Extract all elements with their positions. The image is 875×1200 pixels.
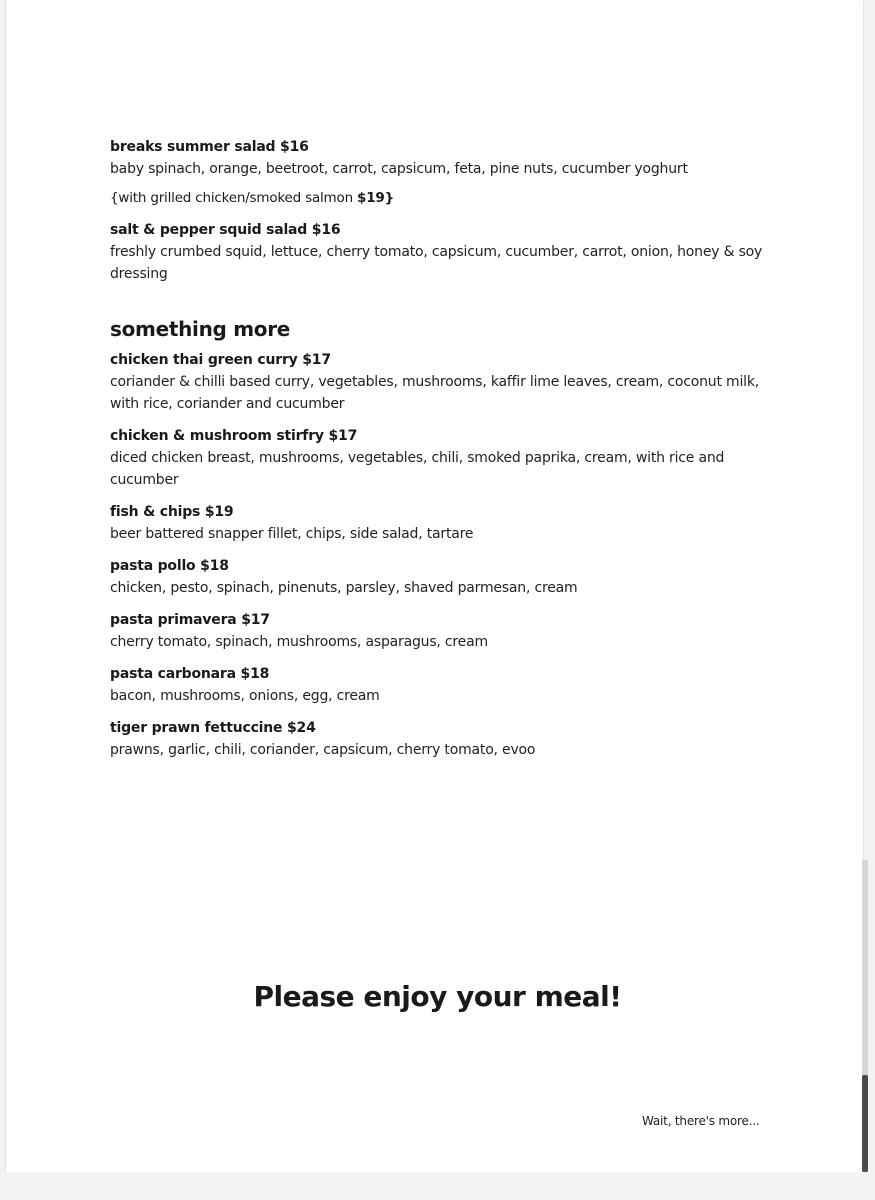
menu-item-description: coriander & chilli based curry, vegetables, mushrooms, kaffir lime leaves, cream, coconut milk, with rice, coriander and cucumber (110, 374, 759, 412)
menu-item (110, 501, 780, 545)
menu-item-description: diced chicken breast, mushrooms, vegetables, chili, smoked paprika, cream, with rice and cucumber (110, 450, 725, 488)
menu-item (110, 219, 780, 285)
menu-item (110, 609, 780, 653)
menu-item-name: pasta pollo $18 (110, 558, 229, 574)
section-title: something more (110, 317, 291, 341)
menu-item (110, 717, 780, 761)
menu-item-name: chicken & mushroom stirfry $17 (110, 428, 358, 444)
option-note-price: $19} (357, 190, 395, 206)
menu-item-name: pasta carbonara $18 (110, 666, 270, 682)
scrollbar-thumb[interactable] (862, 1075, 868, 1172)
closing-message: Please enjoy your meal! (253, 980, 622, 1013)
menu-item-description: baby spinach, orange, beetroot, carrot, capsicum, feta, pine nuts, cucumber yoghurt (110, 161, 688, 177)
menu-item-name: breaks summer salad $16 (110, 139, 309, 155)
more-note: Wait, there's more... (642, 1114, 760, 1128)
menu-item-name: salt & pepper squid salad $16 (110, 222, 341, 238)
menu-content (110, 136, 780, 771)
menu-item-description: beer battered snapper fillet, chips, side salad, tartare (110, 526, 474, 542)
menu-item (110, 555, 780, 599)
menu-item (110, 136, 780, 209)
menu-item (110, 349, 780, 415)
menu-item (110, 425, 780, 491)
menu-item-description: cherry tomato, spinach, mushrooms, asparagus, cream (110, 634, 488, 650)
menu-item (110, 663, 780, 707)
menu-item-name: pasta primavera $17 (110, 612, 270, 628)
menu-item-option-note (110, 187, 780, 209)
option-note-text: {with grilled chicken/smoked salmon (110, 190, 358, 206)
bottom-strip (0, 1172, 875, 1200)
menu-item-description: freshly crumbed squid, lettuce, cherry tomato, capsicum, cucumber, carrot, onion, honey & soy dressing (110, 244, 763, 282)
menu-item-name: tiger prawn fettuccine $24 (110, 720, 316, 736)
menu-item-description: chicken, pesto, spinach, pinenuts, parsley, shaved parmesan, cream (110, 580, 578, 596)
menu-item-description: prawns, garlic, chili, coriander, capsicum, cherry tomato, evoo (110, 742, 536, 758)
menu-item-description: bacon, mushrooms, onions, egg, cream (110, 688, 380, 704)
menu-item-name: fish & chips $19 (110, 504, 234, 520)
menu-item-name: chicken thai green curry $17 (110, 352, 331, 368)
